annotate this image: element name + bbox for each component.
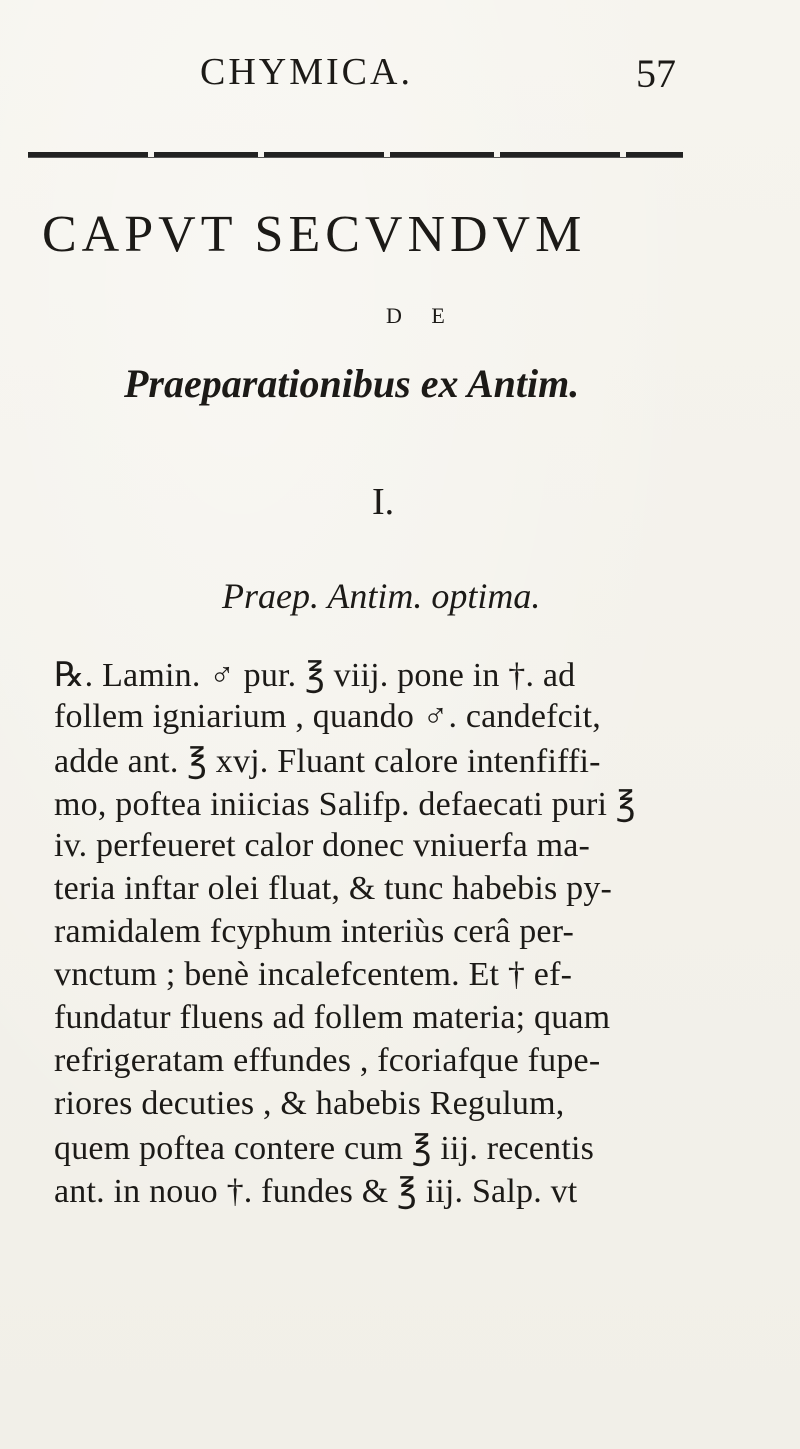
text-line: ℞. Lamin. ♂ pur. ℥ viij. pone in †. ad — [54, 657, 576, 694]
section-number: I. — [372, 481, 395, 523]
text-line: follem igniarium , quando ♂. candefcit, — [54, 698, 601, 735]
text-line: adde ant. ℥ xvj. Fluant calore intenfiffi- — [54, 743, 601, 780]
text-line: ramidalem fcyphum interiùs cerâ per- — [54, 913, 575, 950]
text-line: fundatur fluens ad follem materia; quam — [54, 999, 611, 1036]
chapter-heading: CAPVT SECVNDVM — [42, 206, 587, 263]
recipe-title: Praep. Antim. optima. — [222, 576, 541, 616]
text-line: teria inftar olei fluat, & tunc habebis py- — [54, 870, 613, 907]
text-line: riores decuties , & habebis Regulum, — [54, 1085, 565, 1122]
text-line: vnctum ; benè incalefcentem. Et † ef- — [54, 956, 573, 993]
running-title: CHYMICA. — [200, 51, 413, 93]
ornamental-rule — [28, 152, 683, 158]
text-line: iv. perfeueret calor donec vniuerfa ma- — [54, 827, 591, 864]
chapter-preposition: D E — [386, 303, 457, 328]
text-line: ant. in nouo †. fundes & ℥ iij. Salp. vt — [54, 1173, 578, 1210]
chapter-subject: Praeparationibus ex Antim. — [124, 361, 580, 406]
text-line: quem poftea contere cum ℥ iij. recentis — [54, 1130, 595, 1167]
page-number: 57 — [636, 51, 676, 96]
text-line: refrigeratam effundes , fcoriafque fupe- — [54, 1042, 601, 1079]
text-line: mo, poftea iniicias Salifp. defaecati puri ℥ — [54, 786, 636, 823]
